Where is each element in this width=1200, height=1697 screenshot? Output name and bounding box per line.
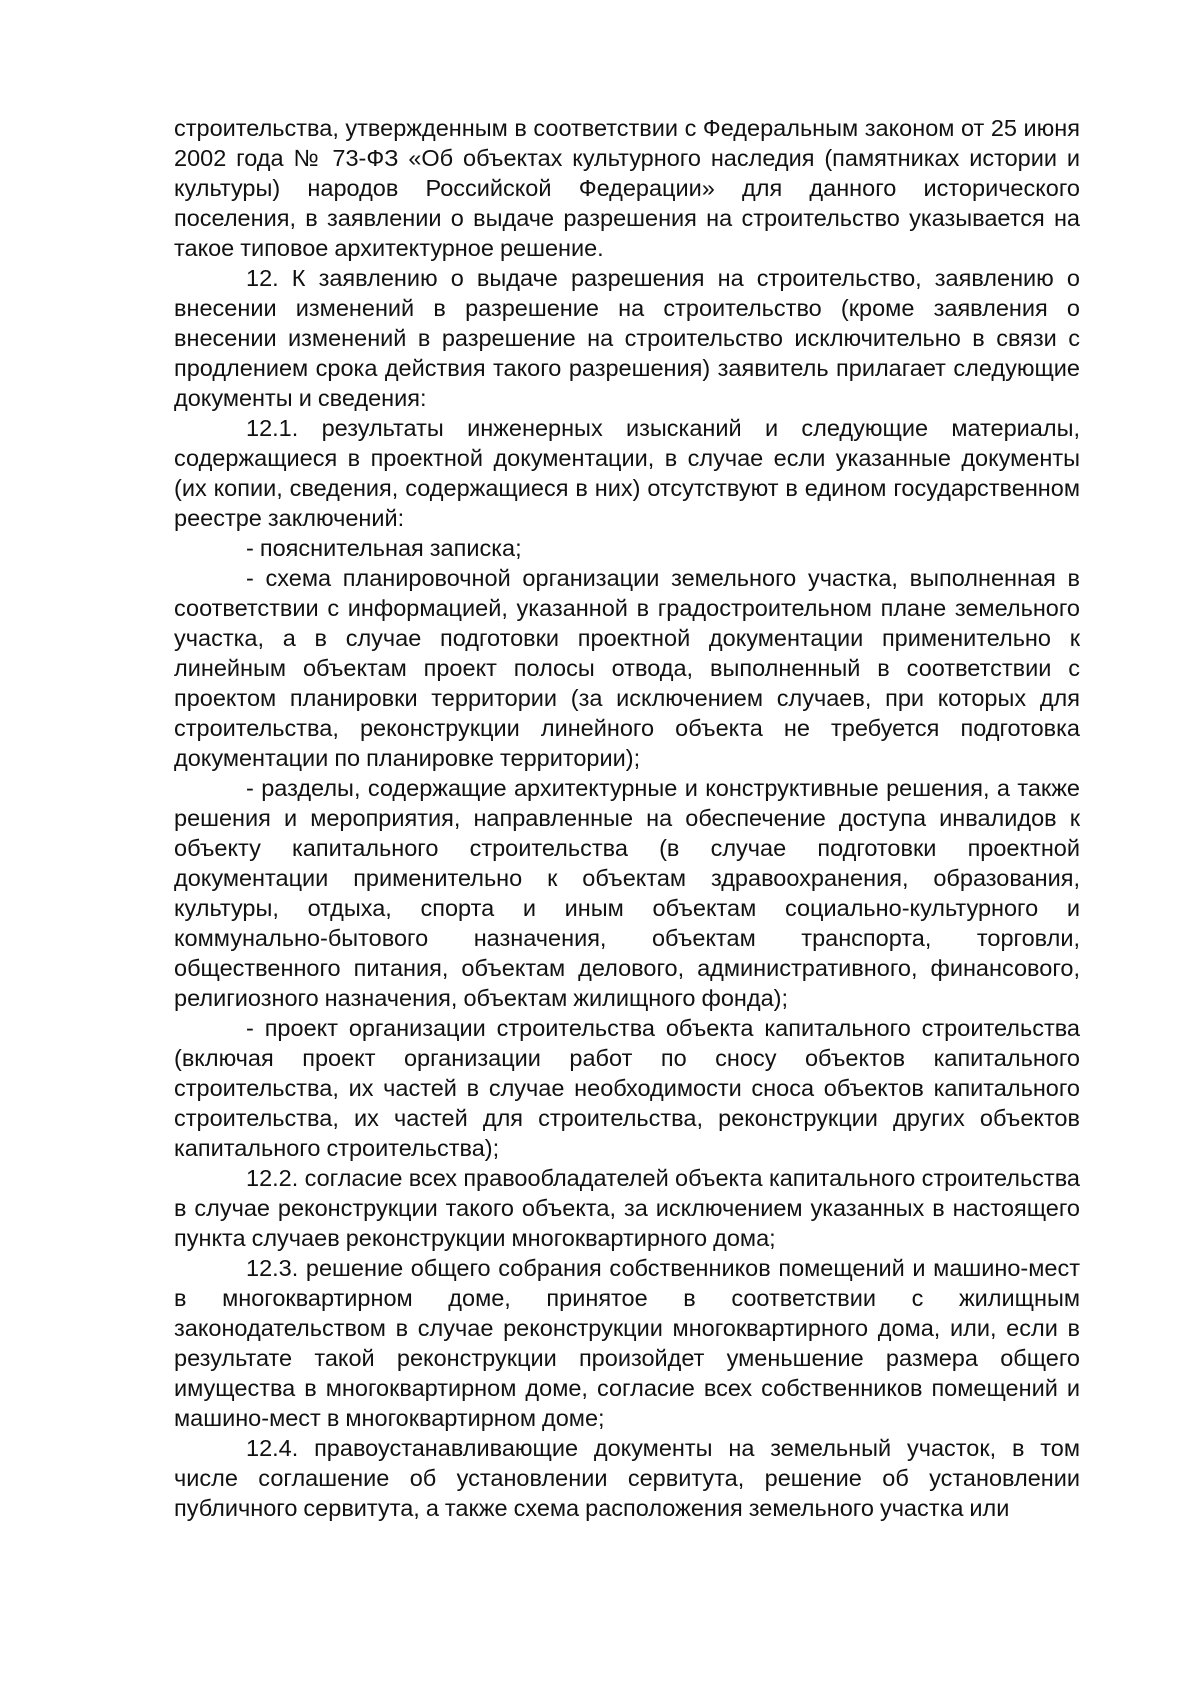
document-page [174, 113, 1080, 1523]
paragraph-1: строительства, утвержденным в соответствии с Федеральным законом от 25 июня 2002 года № 73-ФЗ «Об объектах культурного наследия (памятниках истории и культуры) народов Российской Федерации» для данного исторического поселения, в заявлении о выдаче разрешения на строительство указывается на такое типовое архитектурное решение. [174, 115, 1080, 261]
paragraph-3: 12.1. результаты инженерных изысканий и следующие материалы, содержащиеся в проектной документации, в случае если указанные документы (их копии, сведения, содержащиеся в них) отсутствуют в едином государственном реестре заключений: [174, 415, 1080, 531]
paragraph-5: - схема планировочной организации земельного участка, выполненная в соответствии с информацией, указанной в градостроительном плане земельного участка, а в случае подготовки проектной документации применительно к линейным объектам проект полосы отвода, выполненный в соответствии с проектом планировки территории (за исключением случаев, при которых для строительства, реконструкции линейного объекта не требуется подготовка документации по планировке территории); [174, 565, 1080, 771]
paragraph-10: 12.4. правоустанавливающие документы на земельный участок, в том числе соглашение об установлении сервитута, решение об установлении публичного сервитута, а также схема расположения земельного участка или [174, 1435, 1080, 1521]
paragraph-7: - проект организации строительства объекта капитального строительства (включая проект организации работ по сносу объектов капитального строительства, их частей в случае необходимости сноса объектов капитального строительства, их частей для строительства, реконструкции других объектов капитального строительства); [174, 1015, 1080, 1161]
paragraph-2: 12. К заявлению о выдаче разрешения на строительство, заявлению о внесении изменений в разрешение на строительство (кроме заявления о внесении изменений в разрешение на строительство исключительно в связи с продлением срока действия такого разрешения) заявитель прилагает следующие документы и сведения: [174, 265, 1080, 411]
paragraph-4: - пояснительная записка; [246, 535, 522, 561]
paragraph-8: 12.2. согласие всех правообладателей объекта капитального строительства в случае реконструкции такого объекта, за исключением указанных в настоящего пункта случаев реконструкции многоквартирного дома; [174, 1165, 1080, 1251]
paragraph-9: 12.3. решение общего собрания собственников помещений и машино-мест в многоквартирном доме, принятое в соответствии с жилищным законодательством в случае реконструкции многоквартирного дома, или, если в результате такой реконструкции произойдет уменьшение размера общего имущества в многоквартирном доме, согласие всех собственников помещений и машино-мест в многоквартирном доме; [174, 1255, 1080, 1431]
paragraph-6: - разделы, содержащие архитектурные и конструктивные решения, а также решения и мероприятия, направленные на обеспечение доступа инвалидов к объекту капитального строительства (в случае подготовки проектной документации применительно к объектам здравоохранения, образования, культуры, отдыха, спорта и иным объектам социально-культурного и коммунально-бытового назначения, объектам транспорта, торговли, общественного питания, объектам делового, административного, финансового, религиозного назначения, объектам жилищного фонда); [174, 775, 1080, 1011]
